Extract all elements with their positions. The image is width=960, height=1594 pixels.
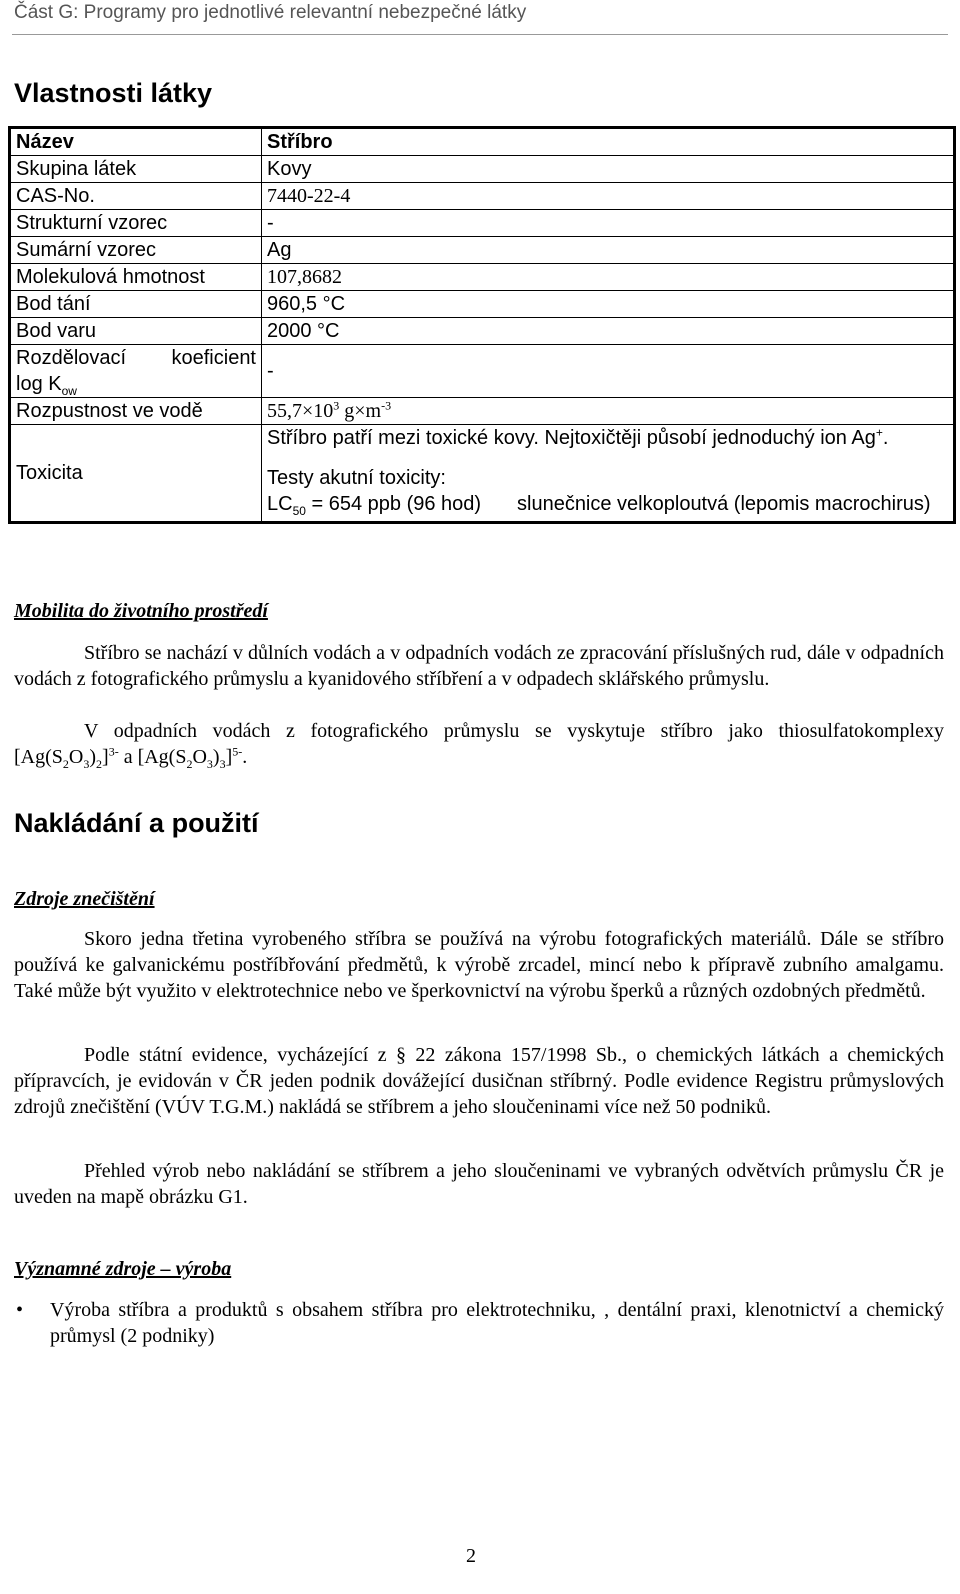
row-label: Skupina látek xyxy=(10,156,262,183)
toxicity-text: Stříbro patří mezi toxické kovy. Nejtoxičtěji působí jednoduchý ion Ag xyxy=(267,427,876,449)
list-item-text: Výroba stříbra a produktů s obsahem stříbra pro elektrotechniku, , dentální praxi, klenotnictví a chemický průmysl (2 podniky) xyxy=(50,1299,944,1347)
row-value: 960,5 °C xyxy=(267,293,346,315)
row-label: Molekulová hmotnost xyxy=(10,264,262,291)
kow-label-word2: koeficient xyxy=(171,347,256,369)
running-header: Část G: Programy pro jednotlivé relevantní nebezpečné látky xyxy=(14,2,527,23)
usage-paragraph-2: Podle státní evidence, vycházející z § 22 zákona 157/1998 Sb., o chemických látkách a chemických přípravcích, je evidován v ČR jeden podnik dovážející dusičnan stříbrný. Podle evidence Registru průmyslových zdrojů znečištění (VÚV T.G.M.) nakládá se stříbrem a jeho sloučeninami více než 50 podniků. xyxy=(14,1044,944,1118)
toxicity-lc50-row xyxy=(267,491,948,517)
mobility-heading: Mobilita do životního prostředí xyxy=(14,600,268,622)
row-value: Ag xyxy=(267,239,292,261)
kow-label-log: log K xyxy=(16,373,62,395)
table-row xyxy=(10,237,955,264)
page-number: 2 xyxy=(466,1545,476,1567)
section-title: Vlastnosti látky xyxy=(14,78,213,108)
table-row xyxy=(10,291,955,318)
mobility-p2-text: V odpadních vodách z fotografického průmyslu se vyskytuje stříbro jako thiosulfatokomplexy xyxy=(84,720,944,742)
row-label: Sumární vzorec xyxy=(10,237,262,264)
usage-paragraph-1: Skoro jedna třetina vyrobeného stříbra se používá na výrobu fotografických materiálů. Dále se stříbro používá ke galvanickému postříbřování předmětů, k výrobě zrcadel, mincí nebo k přípravě zubního amalgamu. Také může být využito v elektrotechnice nebo ve šperkovnictví na výrobu šperků a různých ozdobných předmětů. xyxy=(14,928,944,1002)
major-sources-heading: Významné zdroje – výroba xyxy=(14,1258,232,1280)
toxicity-summary xyxy=(267,425,948,451)
solubility-label: Rozpustnost ve vodě xyxy=(10,398,262,425)
list-item xyxy=(14,1297,944,1349)
lc-sub: 50 xyxy=(292,504,306,518)
lc-species: slunečnice velkoploutvá (lepomis macrochirus) xyxy=(517,493,931,515)
table-row-kow xyxy=(10,345,955,398)
row-value: 2000 °C xyxy=(267,320,340,342)
mobility-paragraph-1: Stříbro se nachází v důlních vodách a v odpadních vodách ze zpracování příslušných rud, dále v odpadních vodách z fotografického průmyslu a kyanidového stříbření a v odpadech sklářského průmyslu. xyxy=(14,642,944,690)
toxicity-ion-charge: + xyxy=(875,425,883,440)
solubility-value xyxy=(262,398,955,425)
solubility-exp: 3 xyxy=(333,398,340,413)
table-row-solubility xyxy=(10,398,955,425)
solubility-unit-exp: -3 xyxy=(381,398,392,413)
sources-heading: Zdroje znečištění xyxy=(14,888,155,910)
toxicity-label: Toxicita xyxy=(10,425,262,523)
lc-value: = 654 ppb (96 hod) xyxy=(305,493,482,515)
solubility-mantissa: 55,7×10 xyxy=(267,400,334,422)
table-row xyxy=(10,156,955,183)
row-value: 107,8682 xyxy=(267,266,342,288)
row-label: CAS-No. xyxy=(10,183,262,210)
table-row xyxy=(10,183,955,210)
bullet-list xyxy=(14,1297,944,1349)
row-value: Stříbro xyxy=(267,131,333,153)
formula-1: $[Ag(S_2O_3)_2]^{3-}$ xyxy=(14,744,119,771)
kow-label xyxy=(10,345,262,398)
row-label: Strukturní vzorec xyxy=(10,210,262,237)
row-value: 7440-22-4 xyxy=(267,185,351,207)
row-label: Název xyxy=(10,128,262,156)
row-value: - xyxy=(267,212,274,234)
bullet-icon: • xyxy=(16,1299,24,1321)
table-row-toxicity xyxy=(10,425,955,523)
mobility-paragraph-2: V odpadních vodách z fotografického průmyslu se vyskytuje stříbro jako thiosulfatokomplexy $[Ag(S_2O_3)_2]^{3-}$ a $[Ag(S_2O_3)_3]^{5-}$. xyxy=(14,720,944,771)
table-row xyxy=(10,264,955,291)
header-divider xyxy=(12,34,948,35)
formula-conjunction: a xyxy=(118,746,138,768)
solubility-unit: g×m xyxy=(339,400,382,422)
usage-heading: Nakládání a použití xyxy=(14,808,259,838)
toxicity-value xyxy=(262,425,955,523)
table-row xyxy=(10,318,955,345)
table-row xyxy=(10,128,955,156)
toxicity-text-end: . xyxy=(882,427,889,449)
formula-2: $[Ag(S_2O_3)_3]^{5-}$ xyxy=(137,744,243,771)
row-label: Bod tání xyxy=(10,291,262,318)
usage-paragraph-3: Přehled výrob nebo nakládání se stříbrem a jeho sloučeninami ve vybraných odvětvích průmyslu ČR je uveden na mapě obrázku G1. xyxy=(14,1160,944,1208)
toxicity-test-heading: Testy akutní toxicity: xyxy=(267,467,446,489)
properties-table xyxy=(8,126,956,524)
row-label: Bod varu xyxy=(10,318,262,345)
lc-prefix: LC xyxy=(267,493,293,515)
table-row xyxy=(10,210,955,237)
kow-label-word1: Rozdělovací xyxy=(16,347,127,369)
kow-value: - xyxy=(267,359,274,382)
kow-label-sub: ow xyxy=(61,384,77,398)
row-value: Kovy xyxy=(267,158,312,180)
